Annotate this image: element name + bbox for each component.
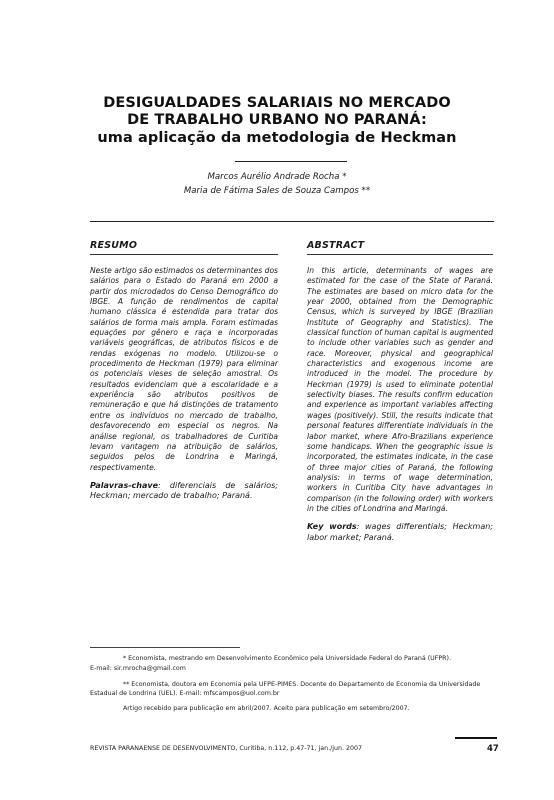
footnote-2-line-1: ** Economista, doutora em Economia pela UFPE-PIMES. Docente do Departamento de Economia da Universidade	[123, 680, 481, 688]
footnote-2-line-2: Estadual de Londrina (UEL). E-mail: mfscampos@uol.com.br	[90, 690, 280, 698]
page-number: 47	[487, 744, 499, 754]
footnote-divider	[90, 647, 240, 648]
paper-title-line-2: DE TRABALHO URBANO NO PARANÁ:	[127, 112, 427, 128]
resumo-section	[90, 240, 278, 502]
abstract-section	[307, 240, 493, 543]
abstract-heading: ABSTRACT	[307, 240, 365, 251]
abstract-body	[307, 266, 493, 543]
paper-title-line-1: DESIGUALDADES SALARIAIS NO MERCADO	[103, 95, 451, 111]
header-divider	[90, 221, 494, 222]
footnotes	[90, 654, 500, 714]
abstract-keywords	[307, 522, 493, 543]
resumo-keywords-text: : diferenciais de salários; Heckman; mercado de trabalho; Paraná.	[90, 480, 278, 501]
resumo-body	[90, 266, 278, 502]
received-note: Artigo recebido para publicação em abril/2007. Aceito para publicação em setembro/2007.	[123, 705, 410, 713]
abstract-keywords-text: : wages differentials; Heckman; labor market; Paraná.	[307, 522, 493, 542]
title-divider	[235, 161, 347, 162]
journal-citation: REVISTA PARANAENSE DE DESENVOLVIMENTO, Curitiba, n.112, p.47-71, jan./jun. 2007	[90, 745, 362, 752]
resumo-keywords-label: Palavras-chave	[90, 480, 159, 490]
footer-accent-rule	[455, 737, 497, 739]
resumo-heading: RESUMO	[90, 240, 138, 251]
author-1: Marcos Aurélio Andrade Rocha *	[207, 172, 347, 182]
paper-subtitle: uma aplicação da metodologia de Heckman	[97, 130, 457, 146]
abstract-text: In this article, determinants of wages are estimated for the case of the State of Paraná. The estimates are based on micro data for the year 2000, obtained from the Demographic Census, which is surveyed by IBGE (Brazilian Institute of Geography and Statistics). The classical function of human capital is augmented to include other variables such as gender and race. Moreover, physical and geographical characteristics and exogenous income are introduced in the model. The procedure by Heckman (1979) is used to eliminate potential selectivity biases. The results confirm education and experience as important variables affecting wages (positively). Still, the results indicate that personal features differentiate individuals in the labor market, where Afro-Brazilians experience some handicaps. When the geographic issue is incorporated, the estimates indicate, in the case of three major cities of Paraná, the following analysis: in terms of wage determination, workers in Curitiba City have advantages in comparison (in the following order) with workers in the cities of Londrina and Maringá.	[307, 266, 493, 513]
author-2: Maria de Fátima Sales de Souza Campos **	[183, 186, 371, 196]
footnote-1-line-1: * Economista, mestrando em Desenvolvimento Econômico pela Universidade Federal do Paraná (UFPR).	[123, 655, 452, 662]
footnote-1-line-2: E-mail: sir.mrocha@gmail.com	[90, 664, 186, 672]
abstract-heading-rule	[307, 254, 493, 255]
abstract-keywords-label: Key words	[307, 522, 357, 532]
resumo-keywords	[90, 481, 278, 502]
resumo-heading-rule	[90, 254, 278, 255]
resumo-text: Neste artigo são estimados os determinantes dos salários para o Estado do Paraná em 2000 a partir dos microdados do Censo Demográfico do IBGE. A função de rendimentos de capital humano clássica é estendida para tratar dos salários de forma mais ampla. Foram estimadas equações por gênero e raça e incorporadas variáveis geográficas, de atributos físicos e de rendas exógenas no modelo. Utilizou-se o procedimento de Heckman (1979) para eliminar os potenciais vieses de seleção amostral. Os resultados evidenciam que a escolaridade e a experiência são atributos positivos de remuneração e que há distinções de tratamento entre os indivíduos no mercado de trabalho, desfavorecendo em especial os negros. Na análise regional, os trabalhadores de Curitiba levam vantagem na atribuição de salários, seguidos pelos de Londrina e Maringá, respectivamente.	[90, 266, 278, 472]
